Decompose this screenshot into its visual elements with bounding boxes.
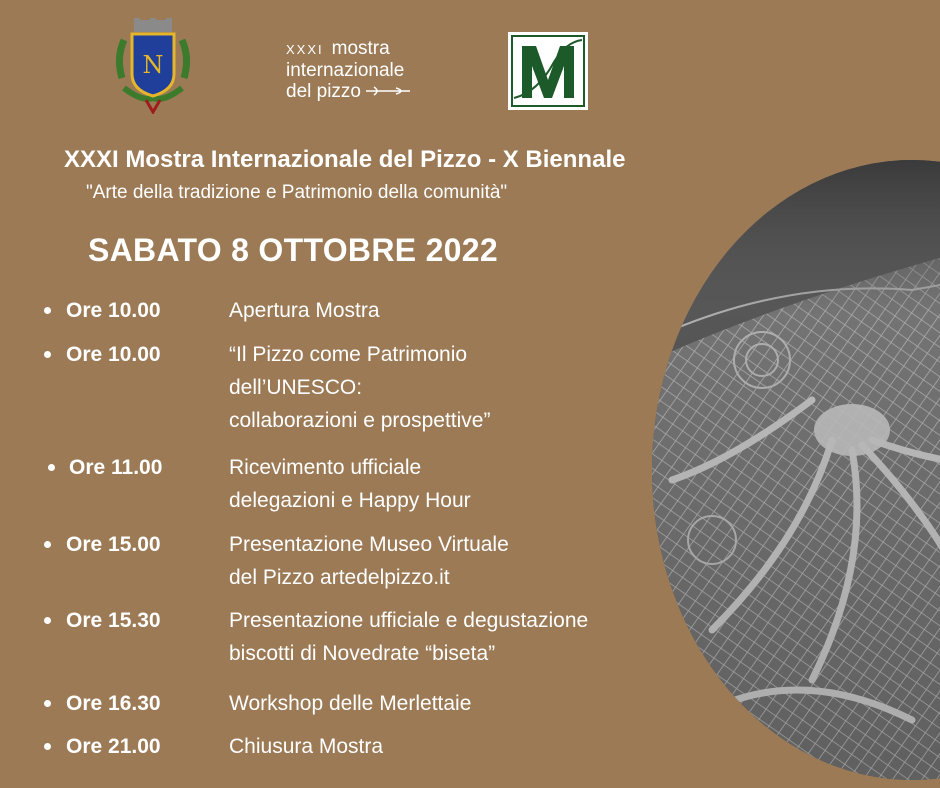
mostra-logo [286,38,426,110]
event-date: SABATO 8 OTTOBRE 2022 [88,232,498,268]
bullet-icon [44,351,51,358]
schedule-description: “Il Pizzo come Patrimonio dell’UNESCO: collaborazioni e prospettive” [229,343,491,432]
bullet-icon [44,541,51,548]
schedule-description: Presentazione Museo Virtuale del Pizzo artedelpizzo.it [229,533,509,589]
schedule-time: Ore 15.30 [66,609,161,632]
bullet-icon [48,464,55,471]
municipal-crest-logo [112,18,194,114]
schedule-time: Ore 11.00 [69,456,163,479]
bobbin-icon [366,85,410,97]
mostra-logo-line3: del pizzo [286,81,361,102]
bullet-icon [44,743,51,750]
schedule-description: Ricevimento ufficiale delegazioni e Happy Hour [229,456,471,512]
lace-photo [652,160,940,780]
bullet-icon [44,617,51,624]
merlettaie-logo [508,32,588,110]
schedule-time: Ore 16.30 [66,692,161,715]
schedule-description: Apertura Mostra [229,299,380,322]
schedule-time: Ore 10.00 [66,299,161,322]
bullet-icon [44,307,51,314]
logo-row [0,0,940,130]
mostra-logo-line2: internazionale [286,60,405,81]
schedule-time: Ore 10.00 [66,343,161,366]
schedule-description: Chiusura Mostra [229,735,384,758]
crest-letter: N [142,51,164,79]
schedule-description: Workshop delle Merlettaie [229,692,472,715]
schedule-description: Presentazione ufficiale e degustazione biscotti di Novedrate “biseta” [229,609,589,665]
mostra-logo-number: XXXI [286,42,324,57]
schedule-time: Ore 15.00 [66,533,161,556]
event-title: XXXI Mostra Internazionale del Pizzo - X Biennale [64,146,626,173]
event-subtitle: "Arte della tradizione e Patrimonio della comunità" [86,182,508,203]
schedule-time: Ore 21.00 [66,735,161,758]
mostra-logo-line1: mostra [331,38,390,59]
bullet-icon [44,700,51,707]
